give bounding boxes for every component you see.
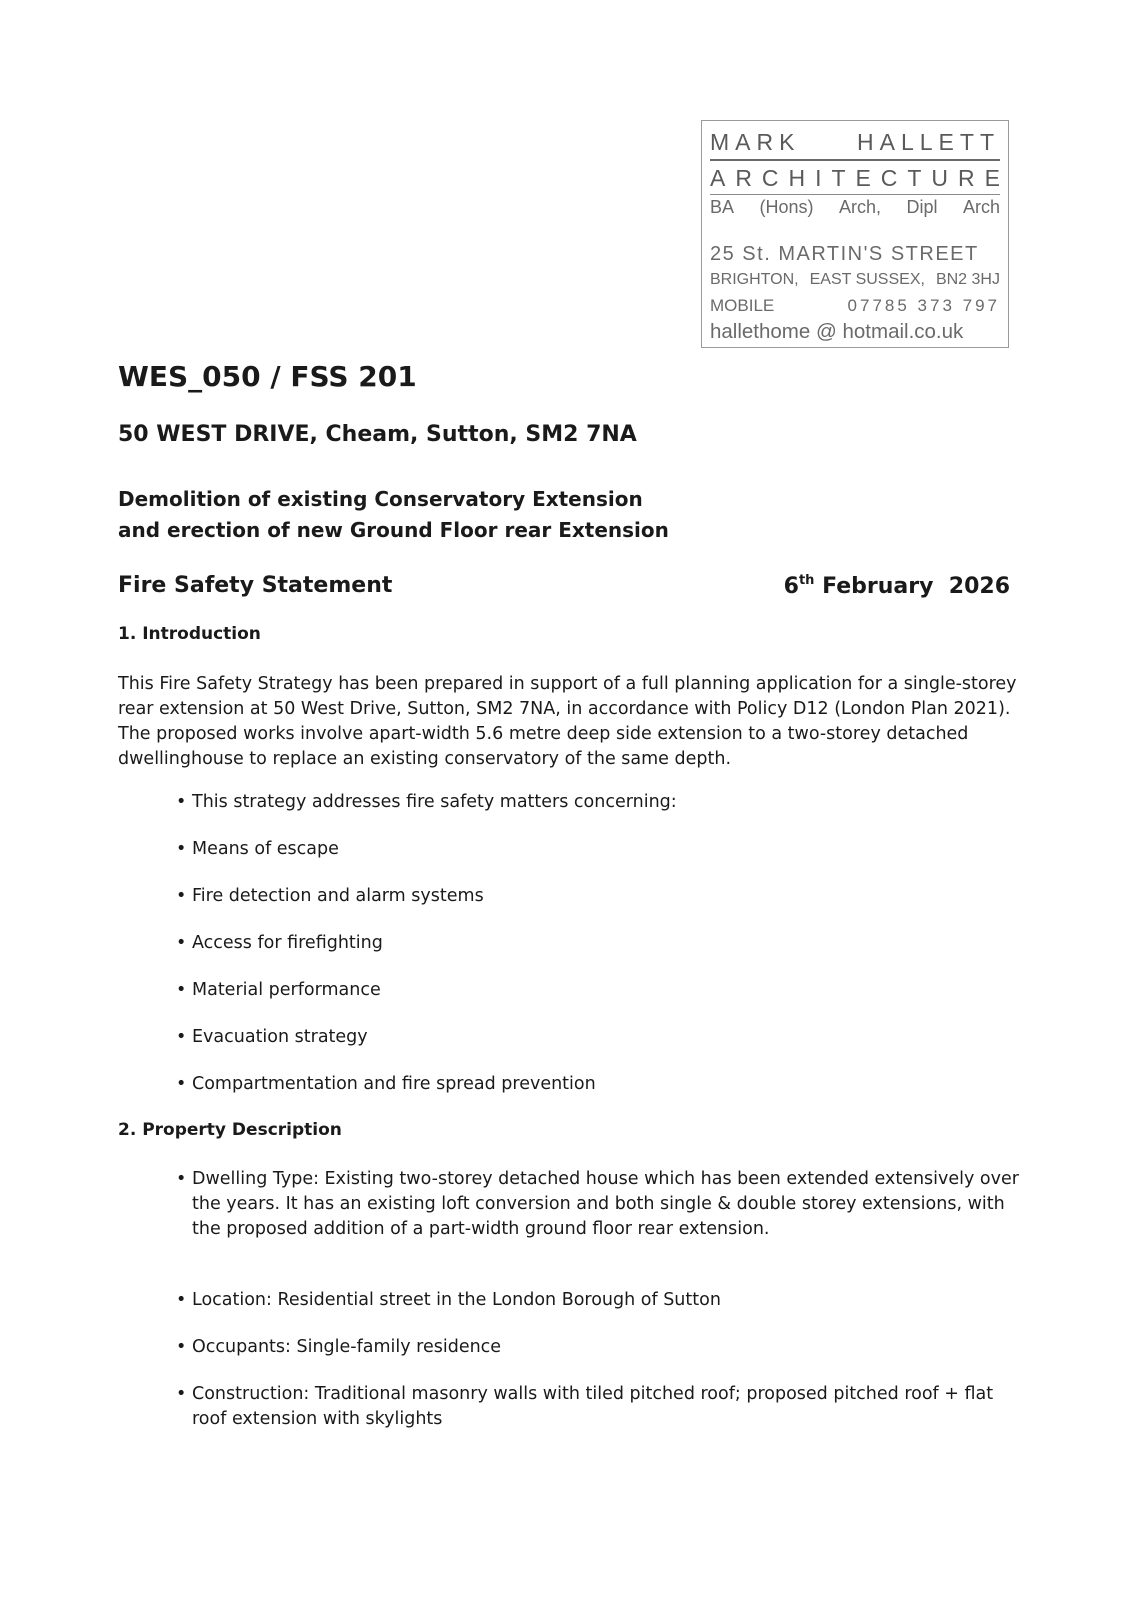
list-item: • Location: Residential street in the London Borough of Sutton — [176, 1290, 721, 1310]
list-item: • Fire detection and alarm systems — [176, 886, 484, 906]
logo-street: 25 St. MARTIN'S STREET — [710, 243, 979, 265]
section-heading-introduction: 1. Introduction — [118, 624, 261, 644]
logo-name: MARK HALLETT — [710, 129, 1000, 155]
document-title: Fire Safety Statement — [118, 573, 393, 598]
project-description — [118, 484, 669, 546]
logo-rule — [710, 159, 1000, 161]
logo-mobile: MOBILE 07785 373 797 — [710, 296, 1000, 315]
description-line-1: Demolition of existing Conservatory Extension — [118, 487, 643, 511]
document-date: 6th February 2026 — [783, 573, 1010, 599]
introduction-paragraph: This Fire Safety Strategy has been prepared in support of a full planning application for a single-storey rear extension at 50 West Drive, Sutton, SM2 7NA, in accordance with Policy D12 (London Plan 2021). The proposed works involve apart-width 5.6 metre deep side extension to a two-storey detached dwellinghouse to replace an existing conservatory of the same depth. — [118, 674, 1017, 769]
description-line-2: and erection of new Ground Floor rear Extension — [118, 518, 669, 542]
list-item: • Construction: Traditional masonry walls with tiled pitched roof; proposed pitched roof + flat roof extension with skylights — [176, 1384, 994, 1429]
list-item: • Evacuation strategy — [176, 1027, 368, 1047]
document-reference: WES_050 / FSS 201 — [118, 360, 417, 393]
list-item: • Compartmentation and fire spread prevention — [176, 1074, 596, 1094]
logo-architecture: A R C H I T E C T U R E — [710, 165, 1000, 191]
list-item: • This strategy addresses fire safety matters concerning: — [176, 792, 677, 812]
list-item: • Dwelling Type: Existing two-storey detached house which has been extended extensively over the years. It has an existing loft conversion and both single & double storey extensions, with the proposed addition of a part-width ground floor rear extension. — [176, 1169, 1019, 1239]
list-item: • Access for firefighting — [176, 933, 383, 953]
list-item: • Occupants: Single-family residence — [176, 1337, 502, 1357]
list-item: • Means of escape — [176, 839, 339, 859]
property-address: 50 WEST DRIVE, Cheam, Sutton, SM2 7NA — [118, 422, 637, 447]
logo-qualifications: BA (Hons) Arch, Dipl Arch — [710, 197, 1000, 217]
logo-rule-thin — [710, 194, 1000, 195]
company-logo — [701, 120, 1009, 348]
logo-town: BRIGHTON, EAST SUSSEX, BN2 3HJ — [710, 271, 1000, 288]
section-heading-property-description: 2. Property Description — [118, 1120, 342, 1140]
logo-email: hallethome @ hotmail.co.uk — [710, 320, 964, 343]
list-item: • Material performance — [176, 980, 381, 1000]
